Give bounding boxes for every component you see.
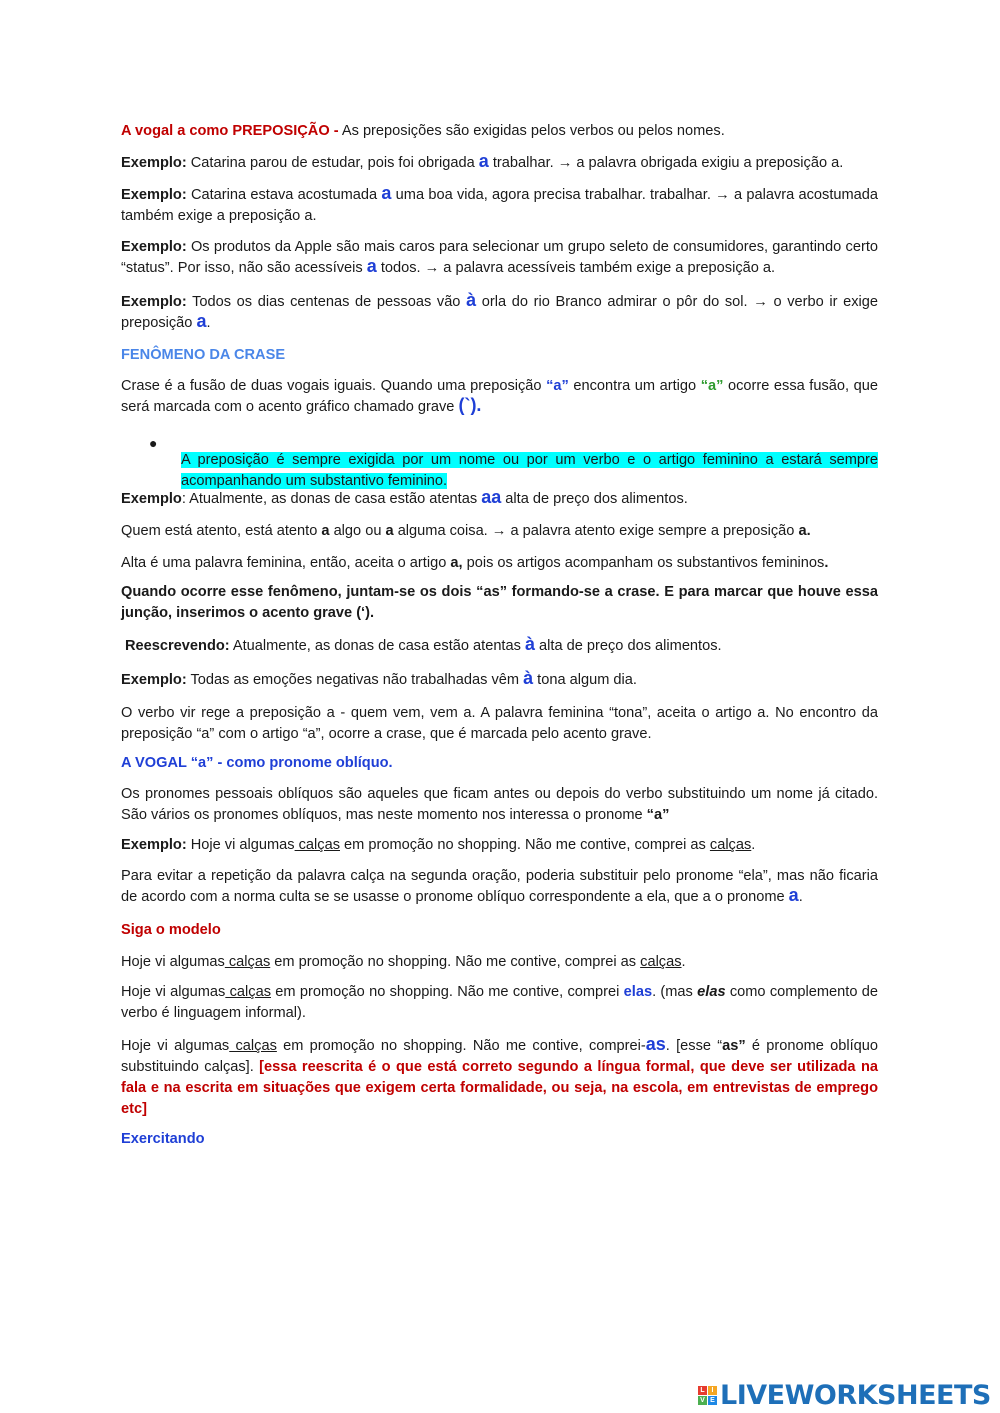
- formal-language-note: [essa reescrita é o que está correto segundo a língua formal, que deve ser utilizada na fala e na escrita em situações que exigem certa formalidade, ou seja, na escola, em entrevistas de emprego etc]: [121, 1059, 878, 1117]
- model-1-text-a: Hoje vi algumas: [121, 954, 225, 970]
- grave-accent-symbol: (`).: [458, 395, 482, 415]
- model-1-end: .: [681, 954, 686, 970]
- highlighted-letter: a: [381, 183, 392, 203]
- model-line-3: [121, 1036, 878, 1120]
- example-7: [121, 835, 878, 856]
- follow-model-title: Siga o modelo: [121, 922, 221, 938]
- pronoun-as: as: [645, 1034, 666, 1054]
- repetition-end: .: [798, 889, 803, 905]
- logo-tile: I: [708, 1386, 717, 1395]
- highlighted-letter: à: [523, 668, 534, 688]
- highlighted-letter: à: [466, 290, 477, 310]
- model-3-text-c: . [esse “: [665, 1038, 723, 1054]
- pronoun-as-quote: as”: [722, 1038, 746, 1054]
- example-3: [121, 237, 878, 279]
- example-5: [121, 489, 878, 510]
- underlined-word: calças: [294, 837, 340, 853]
- example-7-text-a: Hoje vi algumas: [186, 837, 295, 853]
- highlighted-rule-text: A preposição é sempre exigida por um nome ou por um verbo e o artigo feminino a estará sempre acompanhando um substantivo feminino.: [181, 451, 878, 489]
- atento-text-4: a palavra atento exige sempre a preposição: [506, 523, 799, 539]
- underlined-word: calças: [225, 984, 271, 1000]
- atento-explanation: [121, 521, 878, 542]
- highlighted-letter: a: [478, 151, 489, 171]
- alta-text-1: Alta é uma palavra feminina, então, aceita o artigo: [121, 555, 451, 571]
- logo-tile: V: [698, 1396, 707, 1405]
- arrow-icon: →: [491, 523, 507, 539]
- atento-text-3: alguma coisa.: [393, 523, 492, 539]
- logo-mark-icon: [698, 1386, 717, 1405]
- logo-tile: L: [698, 1386, 707, 1395]
- example-5-text-a: : Atualmente, as donas de casa estão atentas: [181, 491, 482, 507]
- rewrite-text-b: alta de preço dos alimentos.: [534, 638, 722, 654]
- example-label: Exemplo:: [121, 155, 187, 171]
- rewrite-text-a: Atualmente, as donas de casa estão atentas: [229, 638, 525, 654]
- example-2-text-a: Catarina estava acostumada: [186, 187, 382, 203]
- pronoun-elas: elas: [623, 984, 653, 1000]
- highlighted-letter: a: [366, 256, 377, 276]
- highlighted-rule: [181, 450, 878, 492]
- atento-text-1: Quem está atento, está atento: [121, 523, 322, 539]
- bold-a: a: [385, 523, 394, 539]
- example-label: Exemplo:: [121, 239, 187, 255]
- highlighted-letter: a: [788, 885, 799, 905]
- example-6-text-a: Todas as emoções negativas não trabalhadas vêm: [186, 672, 524, 688]
- model-2-text-a: Hoje vi algumas: [121, 984, 226, 1000]
- crase-definition: [121, 376, 878, 418]
- example-7-text-b: em promoção no shopping. Não me contive, comprei as: [340, 837, 710, 853]
- example-label: Exemplo: [121, 491, 182, 507]
- repetition-explanation: [121, 866, 878, 908]
- oblique-pronoun-definition: [121, 784, 878, 826]
- example-7-end: .: [751, 837, 756, 853]
- oblique-pronoun-title: A VOGAL “a” - como pronome oblíquo.: [121, 755, 393, 771]
- repetition-text: Para evitar a repetição da palavra calça na segunda oração, poderia substituir pelo pronome “ela”, mas não ficaria de acordo com a norma culta se se usasse o pronome oblíquo correspondente a ela, que a o pronome: [121, 868, 878, 905]
- example-2: [121, 185, 878, 227]
- example-3-text-b: todos. → a palavra acessíveis também exige a preposição a.: [376, 260, 776, 276]
- preposition-intro: As preposições são exigidas pelos verbos ou pelos nomes.: [338, 123, 725, 139]
- liveworksheets-logo: [698, 1378, 991, 1412]
- crase-section-title: FENÔMENO DA CRASE: [121, 347, 286, 363]
- example-6: [121, 670, 878, 691]
- highlighted-letter: a: [196, 311, 207, 331]
- model-line-2: [121, 982, 878, 1024]
- model-3-text-b: em promoção no shopping. Não me contive, comprei-: [276, 1038, 646, 1054]
- model-3-text-a: Hoje vi algumas: [121, 1038, 230, 1054]
- pronoun-elas-italic: elas: [697, 984, 726, 1000]
- example-6-text-b: tona algum dia.: [533, 672, 637, 688]
- logo-tile: E: [708, 1396, 717, 1405]
- preposition-a-quote: “a”: [546, 378, 569, 394]
- logo-text: LIVEWORKSHEETS: [720, 1379, 991, 1411]
- example-4-text-a: Todos os dias centenas de pessoas vão: [186, 294, 467, 310]
- pronoun-a: “a”: [646, 807, 670, 823]
- example-4: [121, 292, 878, 334]
- alta-explanation: [121, 553, 878, 574]
- alta-text-2: pois os artigos acompanham os substantivos femininos: [462, 555, 825, 571]
- model-3-text-d: é pronome oblíquo substituindo calças].: [121, 1038, 879, 1075]
- verb-vir-explanation: O verbo vir rege a preposição a - quem vem, vem a. A palavra feminina “tona”, aceita o artigo a. No encontro da preposição “a” com o artigo “a”, ocorre a crase, que é marcada pelo acento grave.: [121, 705, 878, 742]
- highlighted-letters: aa: [481, 487, 502, 507]
- exercises-title: Exercitando: [121, 1131, 205, 1147]
- example-label: Exemplo:: [121, 672, 187, 688]
- underlined-word: calças: [224, 954, 271, 970]
- crase-text-2: encontra um artigo: [568, 378, 701, 394]
- bold-a: a.: [798, 523, 811, 539]
- bullet-icon: ●: [149, 435, 158, 451]
- underlined-word: calças: [709, 837, 752, 853]
- crase-text-1: Crase é a fusão de duas vogais iguais. Quando uma preposição: [121, 378, 547, 394]
- underlined-word: calças: [640, 954, 682, 970]
- model-2-text-b: em promoção no shopping. Não me contive, comprei: [271, 984, 624, 1000]
- article-a-quote: “a”: [700, 378, 724, 394]
- example-1-text-a: Catarina parou de estudar, pois foi obrigada: [186, 155, 479, 171]
- pronoun-text: Os pronomes pessoais oblíquos são aqueles que ficam antes ou depois do verbo substituindo um nome já citado. São vários os pronomes oblíquos, mas neste momento nos interessa o pronome: [121, 786, 878, 823]
- example-2-text-b: uma boa vida, agora precisa trabalhar. trabalhar. → a palavra acostumada também exige a preposição a.: [121, 187, 878, 224]
- model-2-text-d: como complemento de verbo é linguagem informal).: [121, 984, 878, 1021]
- crase-junction-rule: Quando ocorre esse fenômeno, juntam-se os dois “as” formando-se a crase. E para marcar que houve essa junção, inserimos o acento grave (‘).: [121, 584, 878, 621]
- atento-text-2: algo ou: [329, 523, 386, 539]
- example-1-text-b: trabalhar. → a palavra obrigada exigiu a preposição a.: [488, 155, 844, 171]
- crase-text-3: ocorre essa fusão, que será marcada com o acento gráfico chamado grave: [121, 378, 878, 415]
- example-4-end: .: [206, 315, 211, 331]
- bold-a: a,: [450, 555, 463, 571]
- bold-a: a: [321, 523, 330, 539]
- highlighted-letter: à: [524, 634, 535, 654]
- example-3-text-a: Os produtos da Apple são mais caros para selecionar um grupo seleto de consumidores, garantindo certo “status”. Por isso, não são acessíveis: [121, 239, 878, 276]
- rewrite-example: [125, 636, 882, 657]
- example-label: Exemplo:: [121, 294, 187, 310]
- preposition-title: A vogal a como PREPOSIÇÃO -: [121, 123, 339, 139]
- example-1: [121, 153, 878, 174]
- model-1-text-b: em promoção no shopping. Não me contive, comprei as: [270, 954, 641, 970]
- model-line-1: [121, 952, 878, 973]
- example-label: Exemplo:: [121, 837, 187, 853]
- example-4-text-b: orla do rio Branco admirar o pôr do sol. → o verbo ir exige preposição: [121, 294, 878, 331]
- preposition-heading-line: [121, 121, 878, 142]
- example-5-text-b: alta de preço dos alimentos.: [501, 491, 688, 507]
- rewrite-label: Reescrevendo:: [125, 638, 230, 654]
- underlined-word: calças: [229, 1038, 277, 1054]
- example-label: Exemplo:: [121, 187, 187, 203]
- model-2-text-c: . (mas: [652, 984, 698, 1000]
- bold-dot: .: [824, 555, 829, 571]
